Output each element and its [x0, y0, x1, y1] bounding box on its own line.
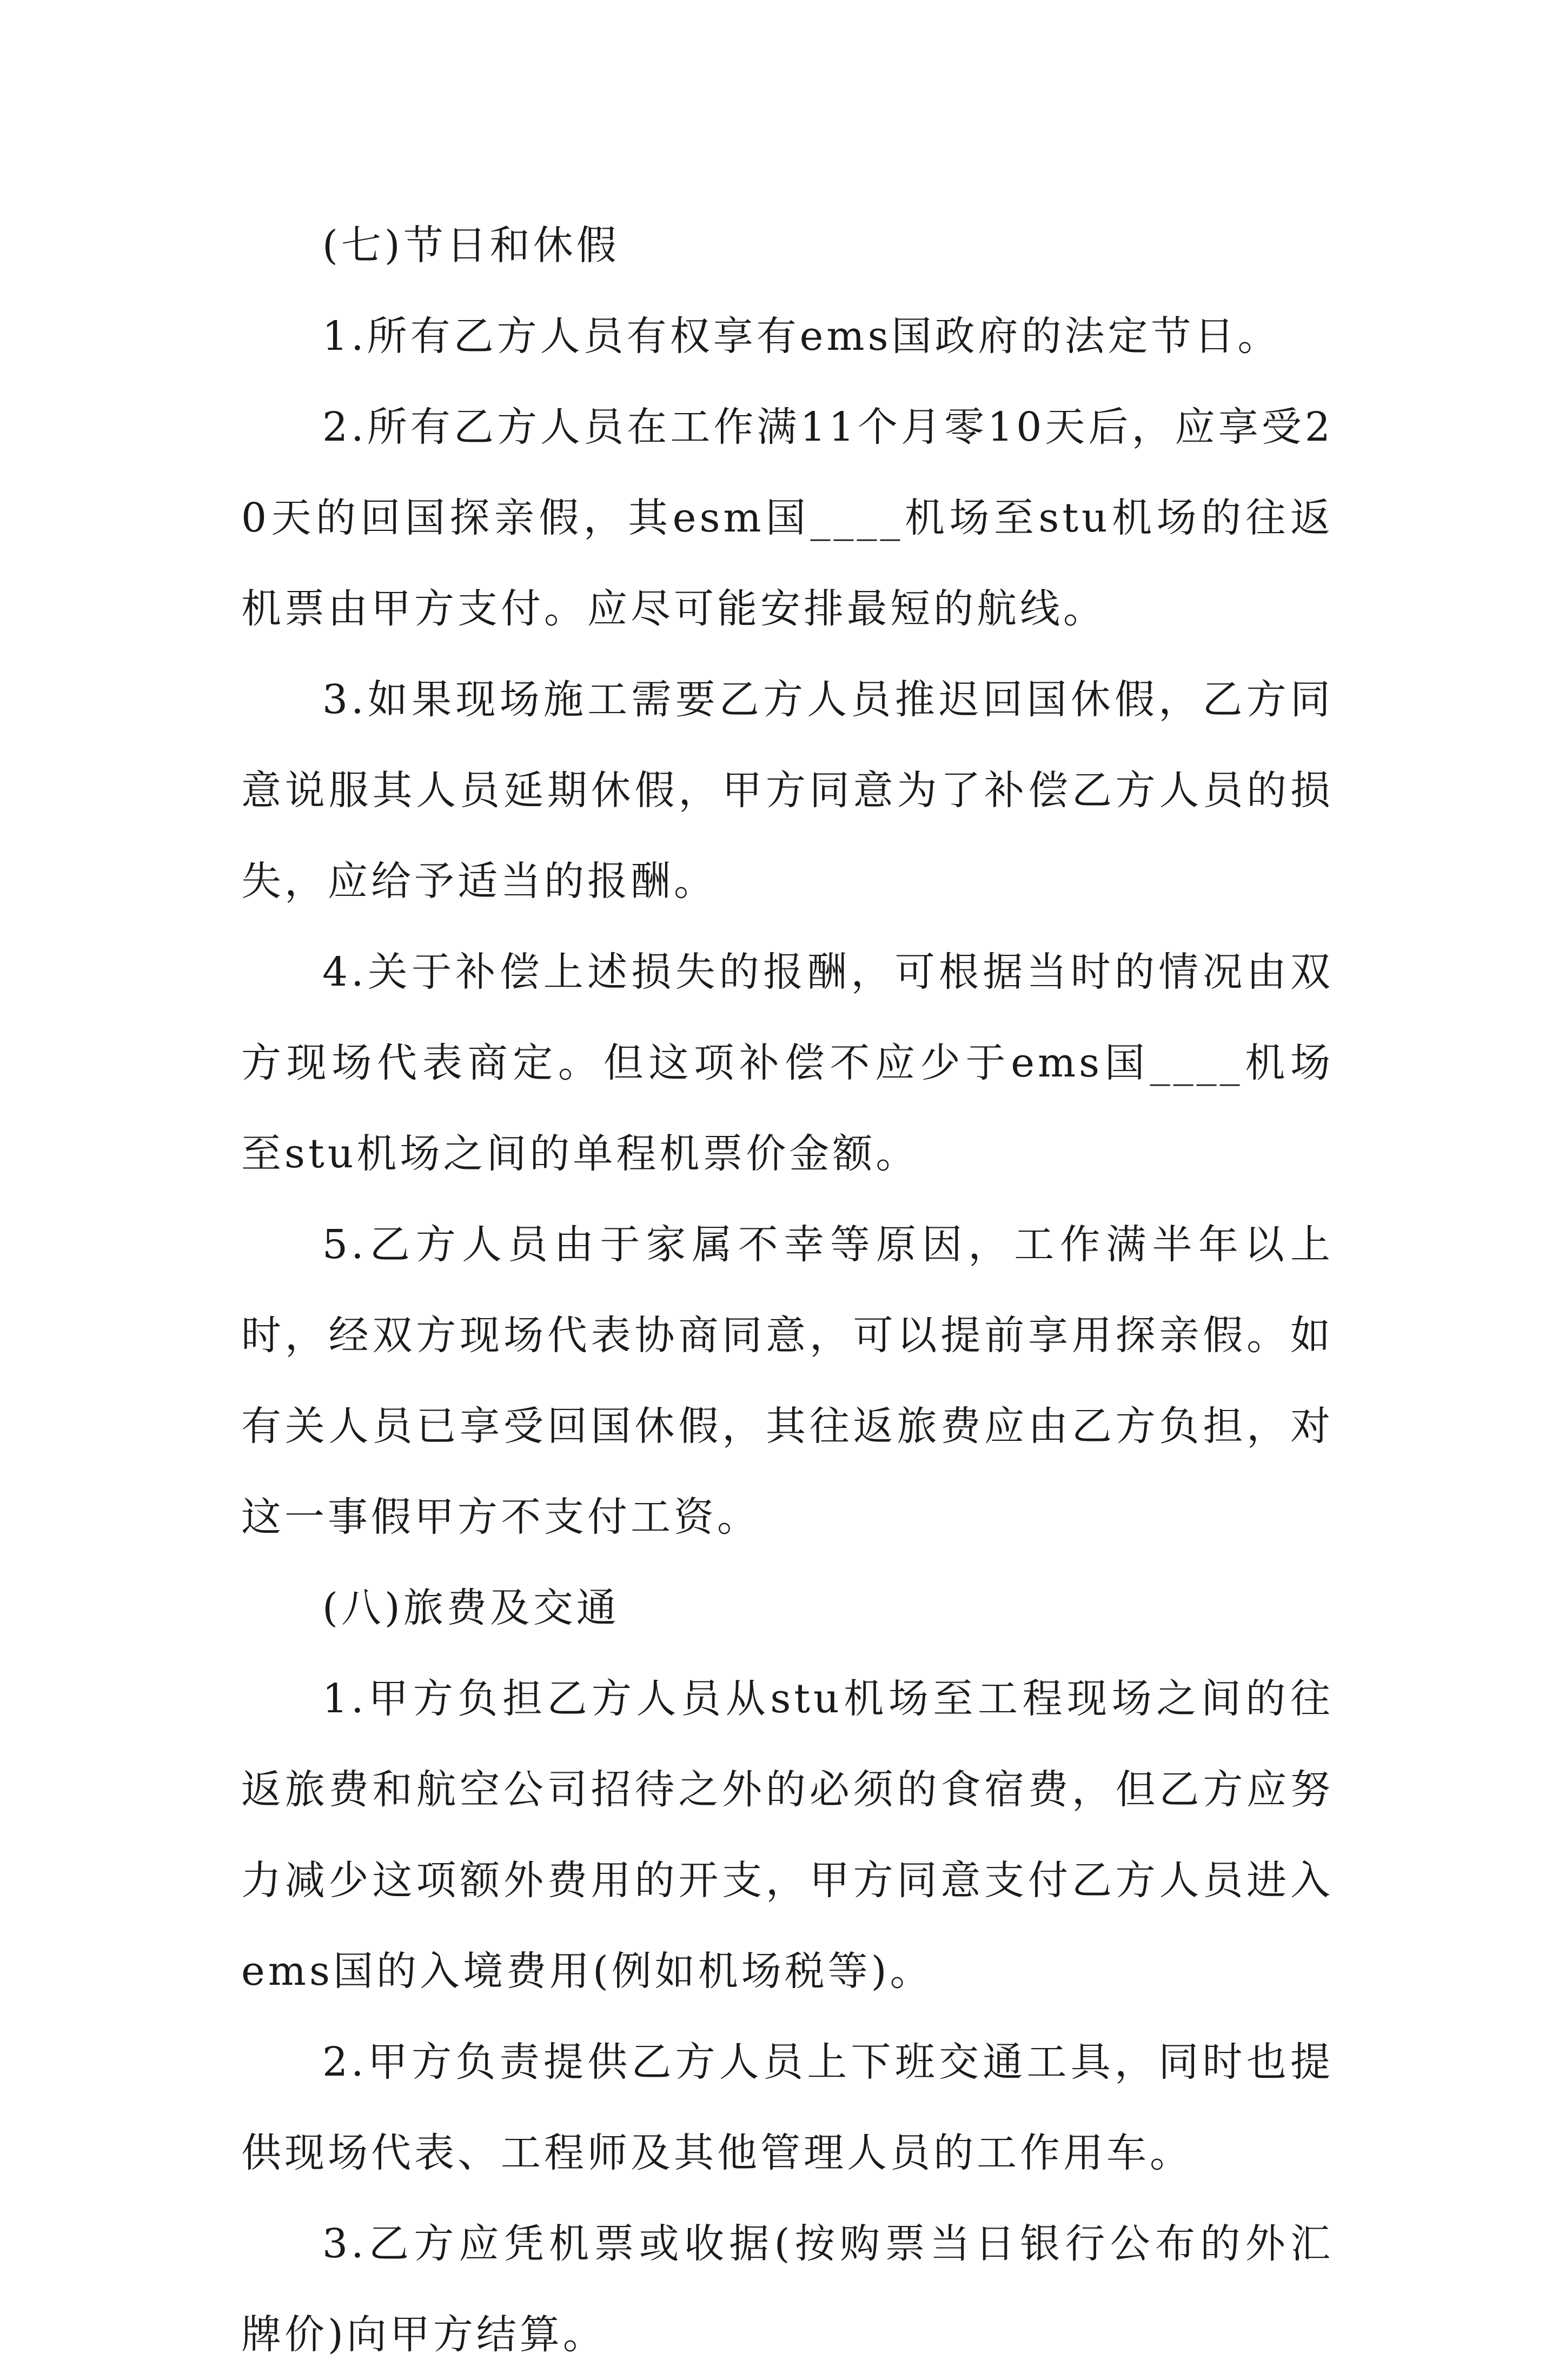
clause-holidays-2: 2.所有乙方人员在工作满11个月零10天后，应享受20天的回国探亲假，其esm国____机场至stu机场的往返机票由甲方支付。应尽可能安排最短的航线。: [241, 404, 1334, 632]
clause-holidays-4: 4.关于补偿上述损失的报酬，可根据当时的情况由双方现场代表商定。但这项补偿不应少于ems国____机场至stu机场之间的单程机票价金额。: [241, 949, 1334, 1177]
clause-travel-1: 1.甲方负担乙方人员从stu机场至工程现场之间的往返旅费和航空公司招待之外的必须的食宿费，但乙方应努力减少这项额外费用的开支，甲方同意支付乙方人员进入ems国的入境费用(例如机场税等)。: [241, 1676, 1334, 1995]
clause-holidays-5: 5.乙方人员由于家属不幸等原因，工作满半年以上时，经双方现场代表协商同意，可以提前享用探亲假。如有关人员已享受回国休假，其往返旅费应由乙方负担，对这一事假甲方不支付工资。: [241, 1221, 1334, 1540]
section-heading-holidays: (七)节日和休假: [322, 222, 620, 269]
clause-travel-3: 3.乙方应凭机票或收据(按购票当日银行公布的外汇牌价)向甲方结算。: [241, 2221, 1334, 2358]
clause-travel-2: 2.甲方负责提供乙方人员上下班交通工具，同时也提供现场代表、工程师及其他管理人员的工作用车。: [241, 2039, 1334, 2176]
section-heading-travel: (八)旅费及交通: [322, 1585, 620, 1631]
clause-holidays-3: 3.如果现场施工需要乙方人员推迟回国休假，乙方同意说服其人员延期休假，甲方同意为了补偿乙方人员的损失，应给予适当的报酬。: [241, 676, 1334, 905]
document-body: [241, 200, 1334, 2380]
clause-holidays-1: 1.所有乙方人员有权享有ems国政府的法定节日。: [322, 313, 1281, 360]
